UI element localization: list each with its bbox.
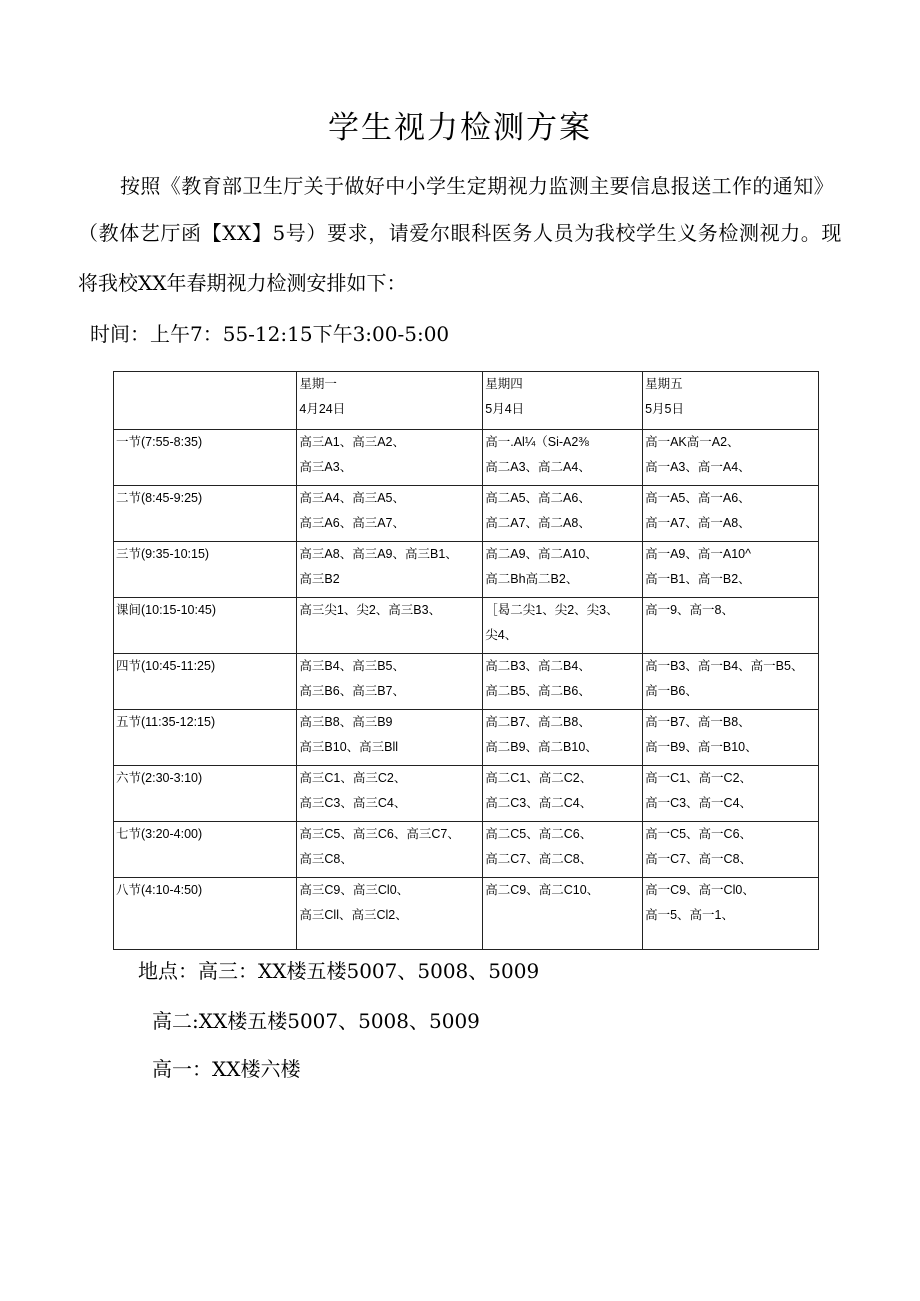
class-cell <box>643 878 819 950</box>
class-cell <box>483 542 643 598</box>
class-cell <box>297 766 483 822</box>
class-list-line: 高三C8、 <box>299 851 353 866</box>
class-list-line: 高一A5、高一A6、 <box>645 491 751 505</box>
period-cell: 三节(9:35-10:15) <box>114 542 297 598</box>
class-list-line: 高一C5、高一C6、 <box>645 827 753 841</box>
table-row <box>114 542 819 598</box>
header-date: 5月5日 <box>645 401 684 416</box>
class-list-line: 高三B6、高三B7、 <box>299 683 405 698</box>
table-row <box>114 598 819 654</box>
class-cell <box>483 878 643 950</box>
class-list-line: 高一A7、高一A8、 <box>645 515 751 530</box>
class-cell <box>297 822 483 878</box>
header-cell <box>297 372 483 430</box>
class-list-line: 高一B9、高一B10、 <box>645 739 758 754</box>
class-list-line: 高三C9、高三Cl0、 <box>299 883 410 897</box>
period-cell: 课间(10:15-10:45) <box>114 598 297 654</box>
class-cell <box>297 542 483 598</box>
class-list-line: ［曷二尖1、尖2、尖3、 <box>485 603 619 617</box>
table-row <box>114 430 819 486</box>
header-corner-cell <box>114 372 297 430</box>
table-row <box>114 766 819 822</box>
class-list-line: 高一B6、 <box>645 683 698 698</box>
class-list-line: 高三Cll、高三Cl2、 <box>299 907 408 922</box>
period-cell: 一节(7:55-8:35) <box>114 430 297 486</box>
class-list-line: 高一C1、高一C2、 <box>645 771 753 785</box>
class-cell <box>483 486 643 542</box>
class-list-line: 高三A4、高三A5、 <box>299 491 405 505</box>
period-cell: 六节(2:30-3:10) <box>114 766 297 822</box>
class-list-line: 高三B4、高三B5、 <box>299 659 405 673</box>
class-cell <box>297 430 483 486</box>
location-line-2: 高二:XX楼五楼5007、5008、5009 <box>152 1009 480 1033</box>
class-cell <box>643 654 819 710</box>
table-row <box>114 878 819 950</box>
class-list-line: 高二B7、高二B8、 <box>485 715 591 729</box>
class-cell <box>483 766 643 822</box>
class-list-line: 尖4、 <box>485 627 518 642</box>
table-row <box>114 822 819 878</box>
period-cell: 二节(8:45-9:25) <box>114 486 297 542</box>
class-list-line: 高一B7、高一B8、 <box>645 715 751 729</box>
class-cell <box>297 486 483 542</box>
intro-line-3: 将我校XX年春期视力检测安排如下： <box>78 271 407 295</box>
class-list-line: 高一C7、高一C8、 <box>645 851 753 866</box>
class-cell <box>643 822 819 878</box>
class-list-line: 高三C5、高三C6、高三C7、 <box>299 827 460 841</box>
class-list-line: 高二C3、高二C4、 <box>485 795 593 810</box>
class-cell <box>643 710 819 766</box>
class-list-line: 高一9、高一8、 <box>645 603 734 617</box>
class-cell <box>297 654 483 710</box>
class-cell <box>643 766 819 822</box>
class-list-line: 高二A5、高二A6、 <box>485 491 591 505</box>
class-list-line: 高二A7、高二A8、 <box>485 515 591 530</box>
class-list-line: 高一C3、高一C4、 <box>645 795 753 810</box>
table-row <box>114 486 819 542</box>
class-cell <box>643 430 819 486</box>
class-list-line: 高三A6、高三A7、 <box>299 515 405 530</box>
class-list-line: 高三A1、高三A2、 <box>299 435 405 449</box>
class-list-line: 高三C3、高三C4、 <box>299 795 407 810</box>
class-list-line: 高三A8、高三A9、高三B1、 <box>299 547 458 561</box>
class-cell <box>643 598 819 654</box>
class-list-line: 高二B3、高二B4、 <box>485 659 591 673</box>
class-cell <box>297 710 483 766</box>
class-cell <box>483 710 643 766</box>
class-list-line: 高一A9、高一A10^ <box>645 547 751 561</box>
header-date: 5月4日 <box>485 401 525 416</box>
period-cell: 七节(3:20-4:00) <box>114 822 297 878</box>
header-day: 星期一 <box>299 377 337 391</box>
class-list-line: 高二C9、高二C10、 <box>485 883 600 897</box>
class-list-line: 高三B10、高三Bll <box>299 739 399 754</box>
class-list-line: 高三C1、高三C2、 <box>299 771 407 785</box>
class-list-line: 高二C5、高二C6、 <box>485 827 593 841</box>
time-line: 时间：上午7：55-12:15下午3:00-5:00 <box>90 322 450 346</box>
class-list-line: 高一C9、高一Cl0、 <box>645 883 755 897</box>
class-list-line: 高一5、高一1、 <box>645 907 734 922</box>
class-list-line: 高二B5、高二B6、 <box>485 683 591 698</box>
intro-line-1: 按照《教育部卫生厅关于做好中小学生定期视力监测主要信息报送工作的通知》 <box>120 174 834 198</box>
class-cell <box>483 598 643 654</box>
class-cell <box>297 878 483 950</box>
class-list-line: 高二C7、高二C8、 <box>485 851 593 866</box>
class-list-line: 高一A3、高一A4、 <box>645 459 751 474</box>
class-list-line: 高一AK高一A2、 <box>645 435 740 449</box>
class-list-line: 高二B9、高二B10、 <box>485 739 598 754</box>
header-day: 星期五 <box>645 377 683 391</box>
period-cell: 八节(4:10-4:50) <box>114 878 297 950</box>
intro-line-2: （教体艺厅函【XX】5号）要求，请爱尔眼科医务人员为我校学生义务检测视力。现 <box>78 221 843 245</box>
class-cell <box>643 542 819 598</box>
location-line-3: 高一：XX楼六楼 <box>152 1057 301 1081</box>
table-header-row <box>114 372 819 430</box>
class-list-line: 高三A3、 <box>299 459 353 474</box>
class-cell <box>643 486 819 542</box>
class-cell <box>483 822 643 878</box>
schedule-table <box>113 371 819 950</box>
class-list-line: 高一.Al¼（Si-A2⅜ <box>485 435 589 449</box>
class-list-line: 高二A9、高二A10、 <box>485 547 598 561</box>
document-title: 学生视力检测方案 <box>328 110 592 146</box>
class-list-line: 高三尖1、尖2、高三B3、 <box>299 603 442 617</box>
period-cell: 四节(10:45-11:25) <box>114 654 297 710</box>
class-cell <box>483 654 643 710</box>
class-list-line: 高二A3、高二A4、 <box>485 459 591 474</box>
class-list-line: 高一B3、高一B4、高一B5、 <box>645 659 804 673</box>
location-line-1: 地点：高三：XX楼五楼5007、5008、5009 <box>138 959 540 983</box>
header-day: 星期四 <box>485 377 523 391</box>
header-cell <box>643 372 819 430</box>
header-date: 4月24日 <box>299 401 346 416</box>
class-list-line: 高一B1、高一B2、 <box>645 571 751 586</box>
class-list-line: 高二Bh高二B2、 <box>485 571 579 586</box>
class-list-line: 高三B8、高三B9 <box>299 715 393 729</box>
header-cell <box>483 372 643 430</box>
table-row <box>114 710 819 766</box>
table-row <box>114 654 819 710</box>
class-cell <box>483 430 643 486</box>
class-list-line: 高三B2 <box>299 571 340 586</box>
class-list-line: 高二C1、高二C2、 <box>485 771 593 785</box>
period-cell: 五节(11:35-12:15) <box>114 710 297 766</box>
class-cell <box>297 598 483 654</box>
